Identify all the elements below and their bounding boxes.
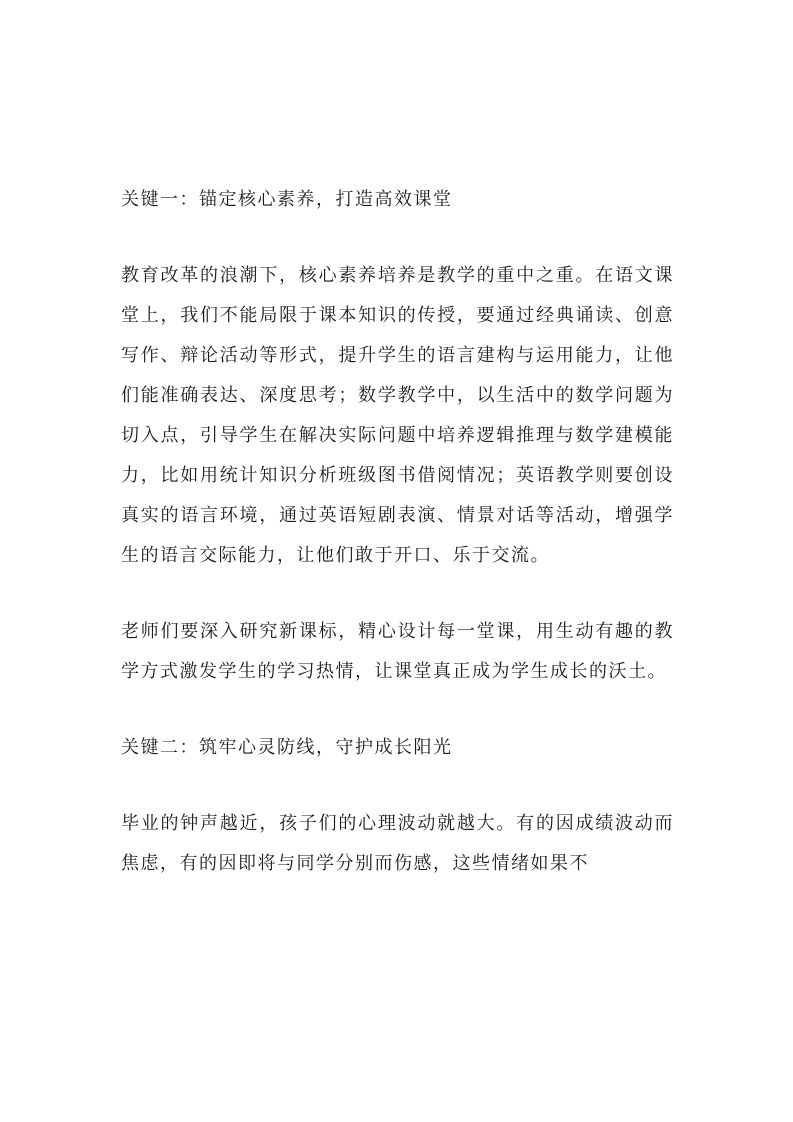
section-heading-2: 关键二：筑牢心灵防线，守护成长阳光 (121, 737, 453, 758)
paragraph-3: 毕业的钟声越近，孩子们的心理波动就越大。有的因成绩波动而焦虑，有的因即将与同学分别而伤感，这些情绪如果不 (121, 813, 674, 874)
paragraph-2: 老师们要深入研究新课标，精心设计每一堂课，用生动有趣的教学方式激发学生的学习热情，让课堂真正成为学生成长的沃土。 (121, 621, 674, 682)
section-heading-1: 关键一：锚定核心素养，打造高效课堂 (121, 189, 453, 210)
paragraph-1: 教育改革的浪潮下，核心素养培养是教学的重中之重。在语文课堂上，我们不能局限于课本知识的传授，要通过经典诵读、创意写作、辩论活动等形式，提升学生的语言建构与运用能力，让他们能准确表达、深度思考；数学教学中，以生活中的数学问题为切入点，引导学生在解决实际问题中培养逻辑推理与数学建模能力，比如用统计知识分析班级图书借阅情况；英语教学则要创设真实的语言环境，通过英语短剧表演、情景对话等活动，增强学生的语言交际能力，让他们敢于开口、乐于交流。 (121, 265, 674, 566)
document-page (121, 180, 674, 920)
